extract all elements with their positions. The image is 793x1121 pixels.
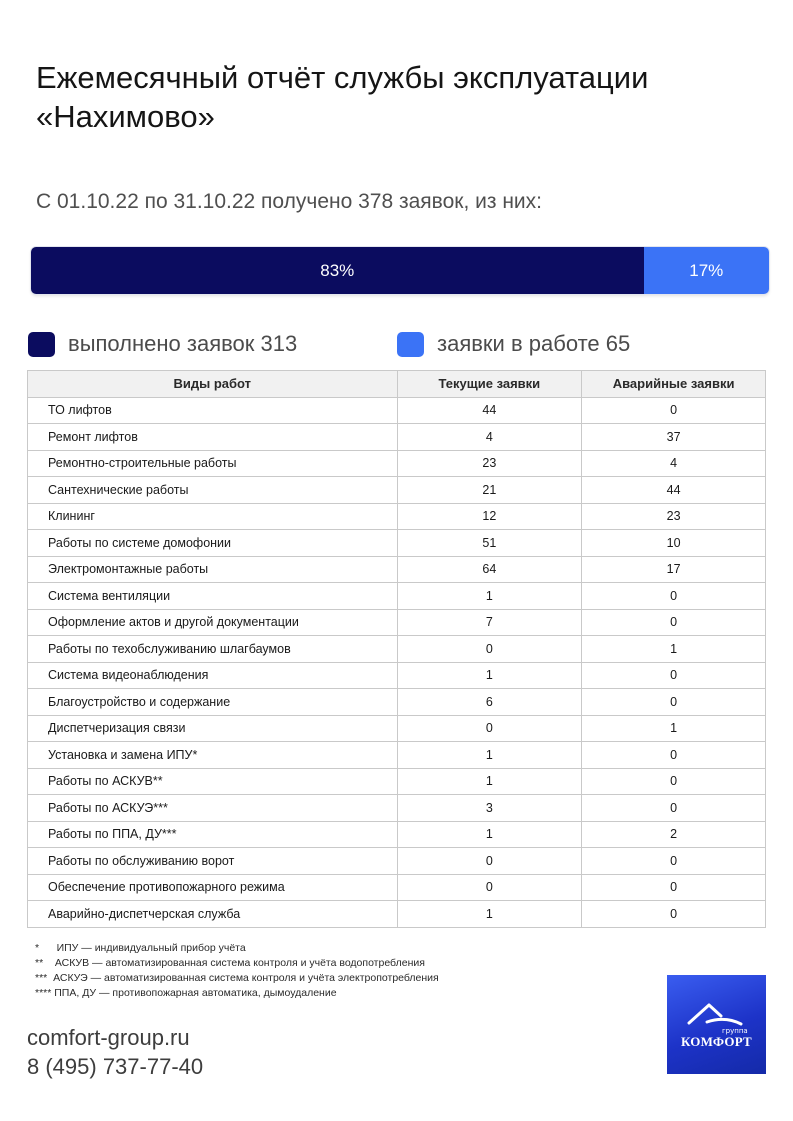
cell-emergency-requests: 0 xyxy=(582,397,766,424)
cell-work-type: Система вентиляции xyxy=(28,583,398,610)
house-roof-icon xyxy=(685,999,745,1029)
cell-work-type: Благоустройство и содержание xyxy=(28,689,398,716)
cell-work-type: Работы по системе домофонии xyxy=(28,530,398,557)
company-logo xyxy=(667,975,766,1074)
cell-emergency-requests: 44 xyxy=(582,477,766,504)
cell-work-type: Аварийно-диспетчерская служба xyxy=(28,901,398,928)
cell-emergency-requests: 10 xyxy=(582,530,766,557)
table-row xyxy=(28,821,766,848)
table-row xyxy=(28,901,766,928)
cell-emergency-requests: 17 xyxy=(582,556,766,583)
cell-current-requests: 12 xyxy=(397,503,582,530)
header-work-type: Виды работ xyxy=(28,371,398,398)
cell-emergency-requests: 0 xyxy=(582,583,766,610)
table-row xyxy=(28,450,766,477)
cell-current-requests: 0 xyxy=(397,874,582,901)
cell-work-type: Сантехнические работы xyxy=(28,477,398,504)
header-emergency-requests: Аварийные заявки xyxy=(582,371,766,398)
legend-swatch-done xyxy=(28,332,55,357)
cell-current-requests: 6 xyxy=(397,689,582,716)
cell-emergency-requests: 0 xyxy=(582,689,766,716)
table-row xyxy=(28,530,766,557)
cell-work-type: Система видеонаблюдения xyxy=(28,662,398,689)
cell-emergency-requests: 0 xyxy=(582,609,766,636)
legend-label-done: выполнено заявок 313 xyxy=(68,331,298,356)
cell-work-type: Клининг xyxy=(28,503,398,530)
table-row xyxy=(28,689,766,716)
table-row xyxy=(28,477,766,504)
cell-work-type: Работы по техобслуживанию шлагбаумов xyxy=(28,636,398,663)
table-row xyxy=(28,795,766,822)
report-title: Ежемесячный отчёт службы эксплуатации «Нахимово» xyxy=(36,60,649,134)
legend-label-in-work: заявки в работе 65 xyxy=(437,331,631,356)
cell-work-type: Обеспечение противопожарного режима xyxy=(28,874,398,901)
table-row xyxy=(28,424,766,451)
table-row xyxy=(28,742,766,769)
table-header-row xyxy=(28,371,766,398)
cell-current-requests: 1 xyxy=(397,742,582,769)
footnote: * ИПУ — индивидуальный прибор учёта xyxy=(35,942,246,954)
cell-emergency-requests: 2 xyxy=(582,821,766,848)
cell-current-requests: 21 xyxy=(397,477,582,504)
cell-current-requests: 1 xyxy=(397,662,582,689)
cell-work-type: ТО лифтов xyxy=(28,397,398,424)
cell-emergency-requests: 37 xyxy=(582,424,766,451)
works-table xyxy=(27,370,766,928)
cell-emergency-requests: 23 xyxy=(582,503,766,530)
cell-current-requests: 0 xyxy=(397,848,582,875)
website-link[interactable]: comfort-group.ru xyxy=(27,1025,190,1050)
cell-emergency-requests: 0 xyxy=(582,795,766,822)
cell-work-type: Ремонт лифтов xyxy=(28,424,398,451)
cell-current-requests: 1 xyxy=(397,901,582,928)
cell-work-type: Электромонтажные работы xyxy=(28,556,398,583)
progress-segment-done: 83% xyxy=(31,247,644,294)
cell-current-requests: 7 xyxy=(397,609,582,636)
table-row xyxy=(28,848,766,875)
cell-emergency-requests: 0 xyxy=(582,901,766,928)
footnote: ** АСКУВ — автоматизированная система контроля и учёта водопотребления xyxy=(35,957,425,969)
cell-emergency-requests: 0 xyxy=(582,768,766,795)
footnotes xyxy=(35,941,439,1001)
cell-emergency-requests: 0 xyxy=(582,848,766,875)
table-row xyxy=(28,636,766,663)
table-row xyxy=(28,715,766,742)
cell-work-type: Работы по ППА, ДУ*** xyxy=(28,821,398,848)
legend-in-work xyxy=(397,331,630,357)
cell-work-type: Работы по АСКУЭ*** xyxy=(28,795,398,822)
cell-current-requests: 3 xyxy=(397,795,582,822)
cell-work-type: Ремонтно-строительные работы xyxy=(28,450,398,477)
contacts xyxy=(27,1023,203,1081)
logo-name: КОМФОРТ xyxy=(681,1034,752,1049)
report-summary: С 01.10.22 по 31.10.22 получено 378 заявок, из них: xyxy=(36,190,542,213)
cell-emergency-requests: 4 xyxy=(582,450,766,477)
cell-current-requests: 1 xyxy=(397,583,582,610)
table-row xyxy=(28,583,766,610)
table-row xyxy=(28,397,766,424)
cell-work-type: Диспетчеризация связи xyxy=(28,715,398,742)
legend-done xyxy=(28,331,297,357)
cell-current-requests: 23 xyxy=(397,450,582,477)
header-current-requests: Текущие заявки xyxy=(397,371,582,398)
table-row xyxy=(28,874,766,901)
progress-segment-in-work: 17% xyxy=(644,247,769,294)
cell-current-requests: 1 xyxy=(397,768,582,795)
cell-work-type: Работы по АСКУВ** xyxy=(28,768,398,795)
cell-work-type: Установка и замена ИПУ* xyxy=(28,742,398,769)
footnote: **** ППА, ДУ — противопожарная автоматика, дымоудаление xyxy=(35,987,337,999)
table-row xyxy=(28,768,766,795)
cell-current-requests: 64 xyxy=(397,556,582,583)
table-row xyxy=(28,609,766,636)
cell-current-requests: 51 xyxy=(397,530,582,557)
cell-current-requests: 1 xyxy=(397,821,582,848)
cell-emergency-requests: 0 xyxy=(582,662,766,689)
cell-current-requests: 44 xyxy=(397,397,582,424)
table-row xyxy=(28,662,766,689)
cell-current-requests: 0 xyxy=(397,636,582,663)
logo-subtitle: группа xyxy=(722,1027,748,1035)
cell-current-requests: 0 xyxy=(397,715,582,742)
cell-emergency-requests: 1 xyxy=(582,636,766,663)
cell-emergency-requests: 0 xyxy=(582,742,766,769)
legend-swatch-in-work xyxy=(397,332,424,357)
progress-bar xyxy=(31,247,769,294)
table-row xyxy=(28,503,766,530)
cell-work-type: Оформление актов и другой документации xyxy=(28,609,398,636)
cell-emergency-requests: 0 xyxy=(582,874,766,901)
phone-number: 8 (495) 737-77-40 xyxy=(27,1054,204,1079)
cell-work-type: Работы по обслуживанию ворот xyxy=(28,848,398,875)
footnote: *** АСКУЭ — автоматизированная система контроля и учёта электропотребления xyxy=(35,972,439,984)
cell-current-requests: 4 xyxy=(397,424,582,451)
table-row xyxy=(28,556,766,583)
cell-emergency-requests: 1 xyxy=(582,715,766,742)
